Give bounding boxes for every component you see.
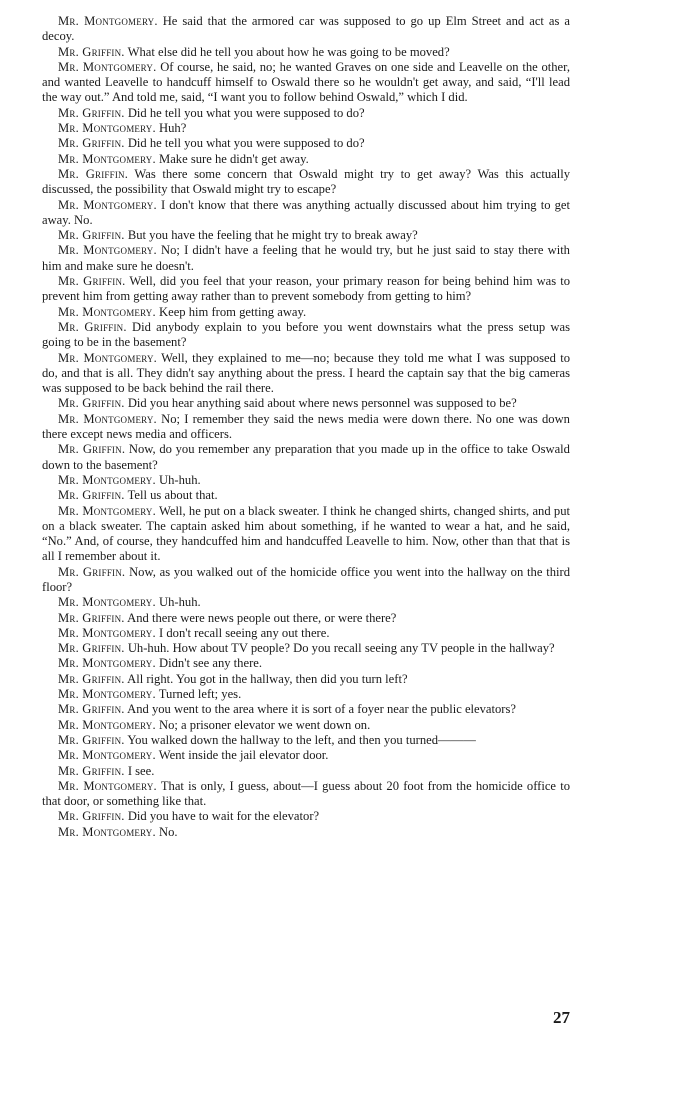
- speaker-name: Mr. Griffin.: [58, 442, 126, 457]
- transcript-paragraph: [42, 733, 570, 748]
- speech-text: Did he tell you what you were supposed to do?: [127, 105, 365, 120]
- speaker-name: Mr. Griffin.: [58, 105, 125, 120]
- speech-text: No.: [159, 824, 178, 839]
- transcript-paragraph: [42, 779, 570, 810]
- speech-text: That is only, I guess, about—I guess about 20 foot from the homicide office to that door, or something like that.: [42, 778, 570, 809]
- transcript-paragraph: [42, 488, 570, 503]
- speaker-name: Mr. Griffin.: [58, 44, 125, 59]
- page-number: 27: [553, 1008, 570, 1027]
- speech-text: Did you hear anything said about where news personnel was supposed to be?: [127, 396, 517, 411]
- speech-text: Huh?: [159, 121, 187, 136]
- transcript-paragraph: [42, 565, 570, 596]
- speech-text: Went inside the jail elevator door.: [158, 748, 329, 763]
- speech-text: But you have the feeling that he might try to break away?: [127, 228, 418, 243]
- speaker-name: Mr. Griffin.: [58, 610, 125, 625]
- speech-text: Well, he put on a black sweater. I think he changed shirts, changed shirts, and put on a black sweater. The captain asked him about something, if he wanted to wear a hat, and he said, “No.” And, of course, they handcuffed him and handcuffed Leavelle to him. Now, other than that that is all I remember about it.: [42, 503, 570, 564]
- speech-text: He said that the armored car was supposed to go up Elm Street and act as a decoy.: [42, 14, 570, 44]
- transcript-paragraph: [42, 412, 570, 443]
- speaker-name: Mr. Montgomery.: [58, 243, 157, 258]
- speaker-name: Mr. Montgomery.: [58, 656, 156, 671]
- transcript-body: [42, 14, 570, 840]
- speaker-name: Mr. Montgomery.: [58, 687, 156, 702]
- transcript-paragraph: [42, 656, 570, 671]
- speech-text: Turned left; yes.: [158, 687, 242, 702]
- speaker-name: Mr. Montgomery.: [58, 503, 156, 518]
- transcript-paragraph: [42, 14, 570, 45]
- transcript-paragraph: [42, 702, 570, 717]
- speech-text: Uh-huh.: [159, 595, 201, 610]
- transcript-paragraph: [42, 45, 570, 60]
- speech-text: No; a prisoner elevator we went down on.: [159, 717, 371, 732]
- speech-text: No; I remember they said the news media were down there. No one was down there except news media and officers.: [42, 411, 570, 442]
- speech-text: Did you have to wait for the elevator?: [127, 809, 320, 824]
- transcript-paragraph: [42, 274, 570, 305]
- transcript-paragraph: [42, 152, 570, 167]
- transcript-paragraph: [42, 611, 570, 626]
- transcript-paragraph: [42, 106, 570, 121]
- transcript-paragraph: [42, 442, 570, 473]
- speaker-name: Mr. Griffin.: [58, 319, 127, 334]
- transcript-paragraph: [42, 305, 570, 320]
- speech-text: Now, do you remember any preparation that you made up in the office to take Oswald down to the basement?: [42, 442, 570, 472]
- speaker-name: Mr. Montgomery.: [58, 121, 156, 136]
- speaker-name: Mr. Montgomery.: [58, 778, 157, 793]
- speaker-name: Mr. Montgomery.: [58, 14, 158, 28]
- speaker-name: Mr. Montgomery.: [58, 472, 156, 487]
- transcript-paragraph: [42, 136, 570, 151]
- transcript-paragraph: [42, 748, 570, 763]
- speech-text: And you went to the area where it is sort of a foyer near the public elevators?: [127, 702, 516, 717]
- speech-text: Uh-huh. How about TV people? Do you recall seeing any TV people in the hallway?: [127, 641, 555, 656]
- transcript-paragraph: [42, 351, 570, 397]
- speaker-name: Mr. Montgomery.: [58, 59, 157, 74]
- speech-text: Make sure he didn't get away.: [159, 151, 309, 166]
- transcript-paragraph: [42, 60, 570, 106]
- speech-text: Now, as you walked out of the homicide office you went into the hallway on the third floor?: [42, 564, 570, 594]
- speaker-name: Mr. Griffin.: [58, 396, 125, 411]
- speaker-name: Mr. Griffin.: [58, 274, 126, 289]
- speech-text: I see.: [127, 763, 155, 778]
- transcript-paragraph: [42, 473, 570, 488]
- speech-text: Well, they explained to me—no; because they told me what I was supposed to do, and that is all. They didn't say anything about the press. I heard the captain say that the big cameras was supposed to be back behind the rail there.: [42, 350, 570, 396]
- transcript-paragraph: [42, 167, 570, 198]
- speaker-name: Mr. Griffin.: [58, 136, 125, 151]
- transcript-paragraph: [42, 718, 570, 733]
- speaker-name: Mr. Griffin.: [58, 228, 125, 243]
- speech-text: Tell us about that.: [127, 488, 218, 503]
- speaker-name: Mr. Griffin.: [58, 166, 129, 181]
- transcript-paragraph: [42, 121, 570, 136]
- speaker-name: Mr. Griffin.: [58, 641, 125, 656]
- speech-text: Of course, he said, no; he wanted Graves on one side and Leavelle on the other, and wanted Leavelle to handcuff himself to Oswald there so he wouldn't get away, and said, “I'll lead the way out.” And told me, said, “I want you to follow behind Oswald,” which I did.: [42, 59, 570, 105]
- transcript-paragraph: [42, 687, 570, 702]
- transcript-paragraph: [42, 228, 570, 243]
- speech-text: I don't recall seeing any out there.: [159, 625, 330, 640]
- speaker-name: Mr. Griffin.: [58, 809, 125, 824]
- speaker-name: Mr. Griffin.: [58, 564, 126, 579]
- speaker-name: Mr. Griffin.: [58, 671, 125, 686]
- speech-text: No; I didn't have a feeling that he would try, but he just said to stay there with him and make sure he doesn't.: [42, 243, 570, 273]
- transcript-paragraph: [42, 504, 570, 565]
- transcript-paragraph: [42, 825, 570, 840]
- speaker-name: Mr. Montgomery.: [58, 824, 156, 839]
- speaker-name: Mr. Griffin.: [58, 732, 125, 747]
- speech-text: Uh-huh.: [159, 472, 201, 487]
- speech-text: Did he tell you what you were supposed to do?: [127, 136, 365, 151]
- transcript-paragraph: [42, 198, 570, 229]
- speech-text: Was there some concern that Oswald might try to get away? Was this actually discussed, the possibility that Oswald might try to escape?: [42, 166, 571, 197]
- speaker-name: Mr. Montgomery.: [58, 595, 156, 610]
- speech-text: What else did he tell you about how he was going to be moved?: [127, 44, 450, 59]
- speaker-name: Mr. Griffin.: [58, 702, 125, 717]
- transcript-paragraph: [42, 626, 570, 641]
- speaker-name: Mr. Montgomery.: [58, 411, 157, 426]
- speech-text: You walked down the hallway to the left, and then you turned———: [127, 732, 476, 747]
- speech-text: Well, did you feel that your reason, your primary reason for being behind him was to prevent him from getting away rather than to prevent somebody from getting to him?: [42, 274, 570, 304]
- speaker-name: Mr. Griffin.: [58, 763, 125, 778]
- speech-text: And there were news people out there, or were there?: [127, 610, 397, 625]
- speaker-name: Mr. Montgomery.: [58, 625, 156, 640]
- transcript-paragraph: [42, 809, 570, 824]
- speaker-name: Mr. Montgomery.: [58, 748, 156, 763]
- speaker-name: Mr. Montgomery.: [58, 197, 157, 212]
- speech-text: All right. You got in the hallway, then did you turn left?: [127, 671, 408, 686]
- transcript-paragraph: [42, 396, 570, 411]
- transcript-paragraph: [42, 641, 570, 656]
- speaker-name: Mr. Griffin.: [58, 488, 125, 503]
- speaker-name: Mr. Montgomery.: [58, 304, 156, 319]
- speech-text: Didn't see any there.: [159, 656, 262, 671]
- speaker-name: Mr. Montgomery.: [58, 350, 158, 365]
- speaker-name: Mr. Montgomery.: [58, 717, 156, 732]
- speech-text: Did anybody explain to you before you went downstairs what the press setup was going to be in the basement?: [42, 319, 570, 350]
- speech-text: I don't know that there was anything actually discussed about him trying to get away. No.: [42, 197, 570, 227]
- speech-text: Keep him from getting away.: [159, 304, 307, 319]
- speaker-name: Mr. Montgomery.: [58, 151, 156, 166]
- transcript-paragraph: [42, 595, 570, 610]
- transcript-paragraph: [42, 320, 570, 351]
- transcript-paragraph: [42, 672, 570, 687]
- transcript-paragraph: [42, 243, 570, 274]
- transcript-paragraph: [42, 764, 570, 779]
